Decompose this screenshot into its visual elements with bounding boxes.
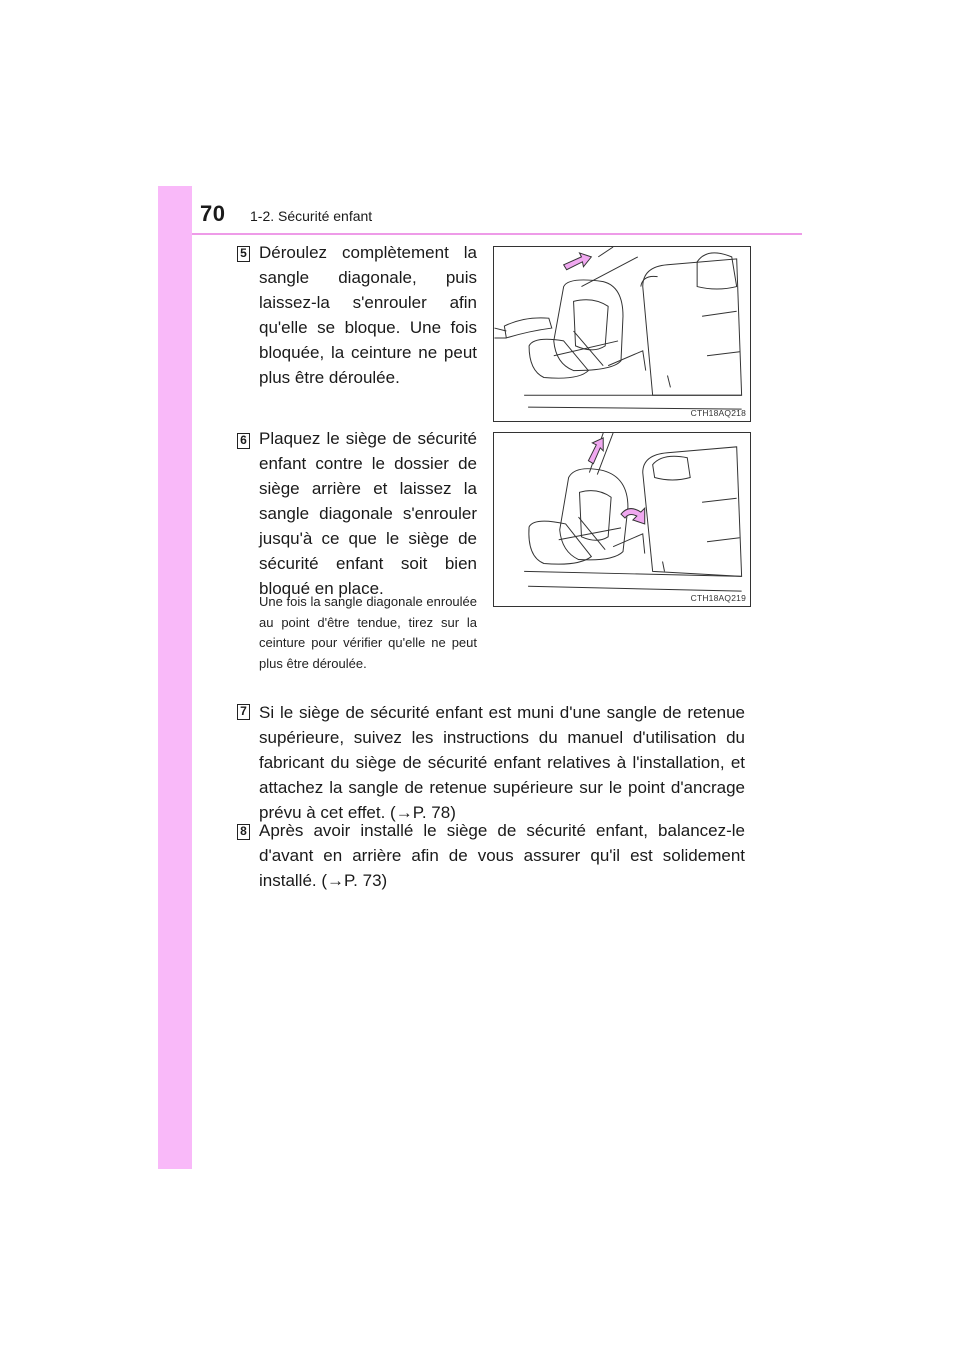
step-7-text: Si le siège de sécurité enfant est muni d'une sangle de retenue supérieure, suivez les instructions du manuel d'utilisation du fabricant du siège de sécurité enfant relatives à l'installation, et attachez la sangle de retenue supérieure sur le point d'ancrage prévu à cet effet. (→P. 78) [259,703,745,822]
step-6-illustration [493,432,751,607]
step-5-illustration [493,246,751,422]
step-8-text: Après avoir installé le siège de sécurité enfant, balancez-le d'avant en arrière afin de vous assurer qu'il est solidement installé. (→P. 73) [259,821,745,890]
figure-code: CTH18AQ218 [690,408,746,418]
chapter-side-bar [158,186,192,1169]
section-title: 1-2. Sécurité enfant [250,208,373,224]
up-arrow-icon [588,438,603,464]
pull-arrow-icon [564,253,592,270]
step-6-text: Plaquez le siège de sécurité enfant contre le dossier de siège arrière et laissez la sangle diagonale s'enrouler jusqu'à ce que le siège de sécurité enfant soit bien bloqué en place. [259,429,477,598]
step-6-note: Une fois la sangle diagonale enroulée au point d'être tendue, tirez sur la ceinture pour vérifier qu'elle ne peut plus être déroulée. [259,594,477,671]
step-number-badge: 6 [237,433,250,449]
step-number-badge: 5 [237,246,250,262]
figure-code: CTH18AQ219 [690,593,746,603]
retract-arrow-icon [621,508,645,524]
header-rule [192,233,802,235]
step-number-badge: 7 [237,704,250,720]
child-seat-press-back-illustration [494,433,750,606]
step-number-badge: 8 [237,824,250,840]
child-seat-unroll-belt-illustration [494,247,750,421]
step-5-text: Déroulez complètement la sangle diagonale, puis laissez-la s'enrouler afin qu'elle se bloque. Une fois bloquée, la ceinture ne peut plus être déroulée. [259,243,477,387]
page-number: 70 [200,201,226,226]
